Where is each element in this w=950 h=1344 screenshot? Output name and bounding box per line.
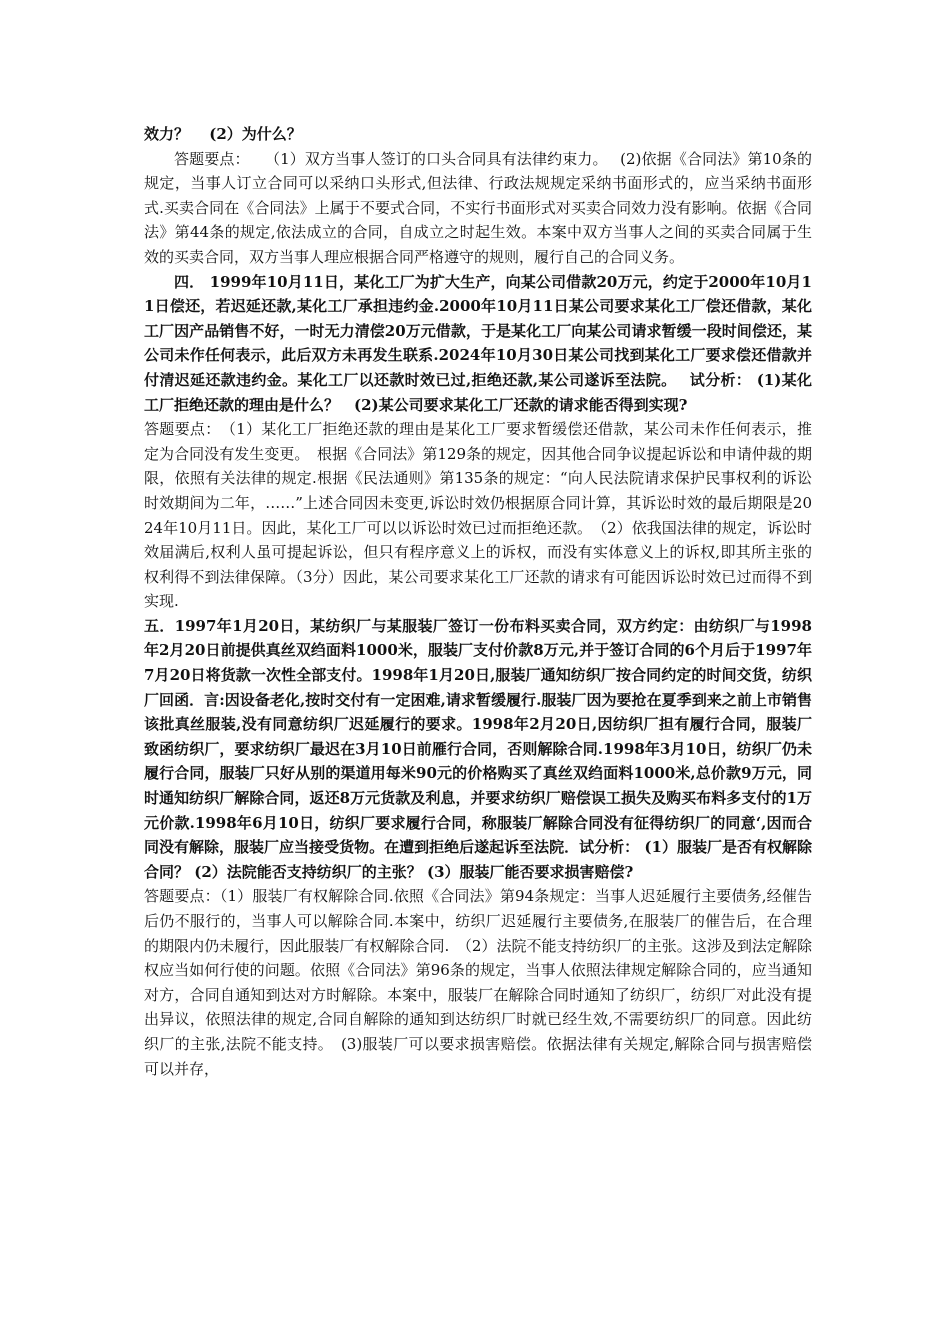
question-continuation: 效力？ (2）为什么？ <box>144 125 302 143</box>
answer-paragraph-4: 答题要点： （1）某化工厂拒绝还款的理由是某化工厂要求暂缓偿还借款，某公司未作任何表示，推定为合同没有发生变更。 根据《合同法》第129条的规定，因其他合同争议提起诉讼和申请仲裁的期限，依照有关法律的规定.根据《民法通则》第135条的规定：“向人民法院请求保护民事权利的诉讼时效期间为二年，……”上述合同因未变更,诉讼时效仍根据原合同计算，其诉讼时效的最后期限是2024年10月11日。因此，某化工厂可以以诉讼时效已过而拒绝还款。 （2）依我国法律的规定，诉讼时效届满后,权利人虽可提起诉讼，但只有程序意义上的诉权，而没有实体意义上的诉权,即其所主张的权利得不到法律保障。（3分）因此，某公司要求某化工厂还款的请求有可能因诉讼时效已过而得不到实现. <box>144 420 812 611</box>
case-five-paragraph: 五．1997年1月20日，某纺织厂与某服装厂签订一份布料买卖合同，双方约定：由纺织厂与1998年2月20日前提供真丝双绉面料1000米，服装厂支付价款8万元,并于签订合同的6个月后于1997年7月20日将货款一次性全部支付。1998年1月20日,服装厂通知纺织厂按合同约定的时间交货，纺织厂回函．言:因设备老化,按时交付有一定困难,请求暂缓履行.服装厂因为要抢在夏季到来之前上市销售该批真丝服装,没有同意纺织厂迟延履行的要求。1998年2月20日,因纺织厂担有履行合同，服装厂致函纺织厂，要求纺织厂最迟在3月10日前雁行合同，否则解除合同.1998年3月10日，纺织厂仍未履行合同，服装厂只好从别的渠道用每米90元的价格购买了真丝双绉面料1000米,总价款9万元，同时通知纺织厂解除合同，返还8万元货款及利息，并要求纺织厂赔偿误工损失及购买布料多支付的1万元价款.1998年6月10日，纺织厂要求履行合同，称服装厂解除合同没有征得纺织厂的同意‘,因而合同没有解除，服装厂应当接受货物。在遭到拒绝后遂起诉至法院．试分析： (1）服装厂是否有权解除合同？ (2）法院能否支持纺织厂的主张？ (3）服装厂能否要求损害赔偿? <box>144 616 812 881</box>
document-page <box>144 122 812 1081</box>
answer-paragraph-3: 答题要点： （1）双方当事人签订的口头合同具有法律约束力。 (2)依据《合同法》第10条的规定，当事人订立合同可以采纳口头形式,但法律、行政法规规定采纳书面形式的，应当采纳书面形式.买卖合同在《合同法》上属于不要式合同，不实行书面形式对买卖合同效力没有影响。依据《合同法》第44条的规定,依法成立的合同，自成立之时起生效。本案中双方当事人之间的买卖合同属于生效的买卖合同，双方当事人理应根据合同严格遵守的规则，履行自己的合同义务。 <box>144 149 812 266</box>
answer-paragraph-5: 答题要点：（1）服装厂有权解除合同.依照《合同法》第94条规定：当事人迟延履行主要债务,经催告后仍不服行的，当事人可以解除合同.本案中，纺织厂迟延履行主要债务,在服装厂的催告后，在合理的期限内仍未履行，因此服装厂有权解除合同. （2）法院不能支持纺织厂的主张。这涉及到法定解除权应当如何行使的问题。依照《合同法》第96条的规定，当事人依照法律规定解除合同的，应当通知对方，合同自通知到达对方时解除。本案中，服装厂在解除合同时通知了纺织厂，纺织厂对此没有提出异议，依照法律的规定,合同自解除的通知到达纺织厂时就已经生效,不需要纺织厂的同意。因此纺织厂的主张,法院不能支持。 (3)服装厂可以要求损害赔偿。依据法律有关规定,解除合同与损害赔偿可以并存， <box>144 887 812 1078</box>
case-four-paragraph: 四． 1999年10月11日，某化工厂为扩大生产，向某公司借款20万元，约定于2000年10月11日偿还，若迟延还款,某化工厂承担违约金.2000年10月11日某公司要求某化工厂偿还借款，某化工厂因产品销售不好，一时无力清偿20万元借款，于是某化工厂向某公司请求暂缓一段时间偿还，某公司未作任何表示，此后双方未再发生联系.2024年10月30日某公司找到某化工厂要求偿还借款并付清迟延还款违约金。某化工厂以还款时效已过,拒绝还款,某公司遂诉至法院。 试分析： (1)某化工厂拒绝还款的理由是什么？ (2)某公司要求某化工厂还款的请求能否得到实现? <box>144 272 812 414</box>
